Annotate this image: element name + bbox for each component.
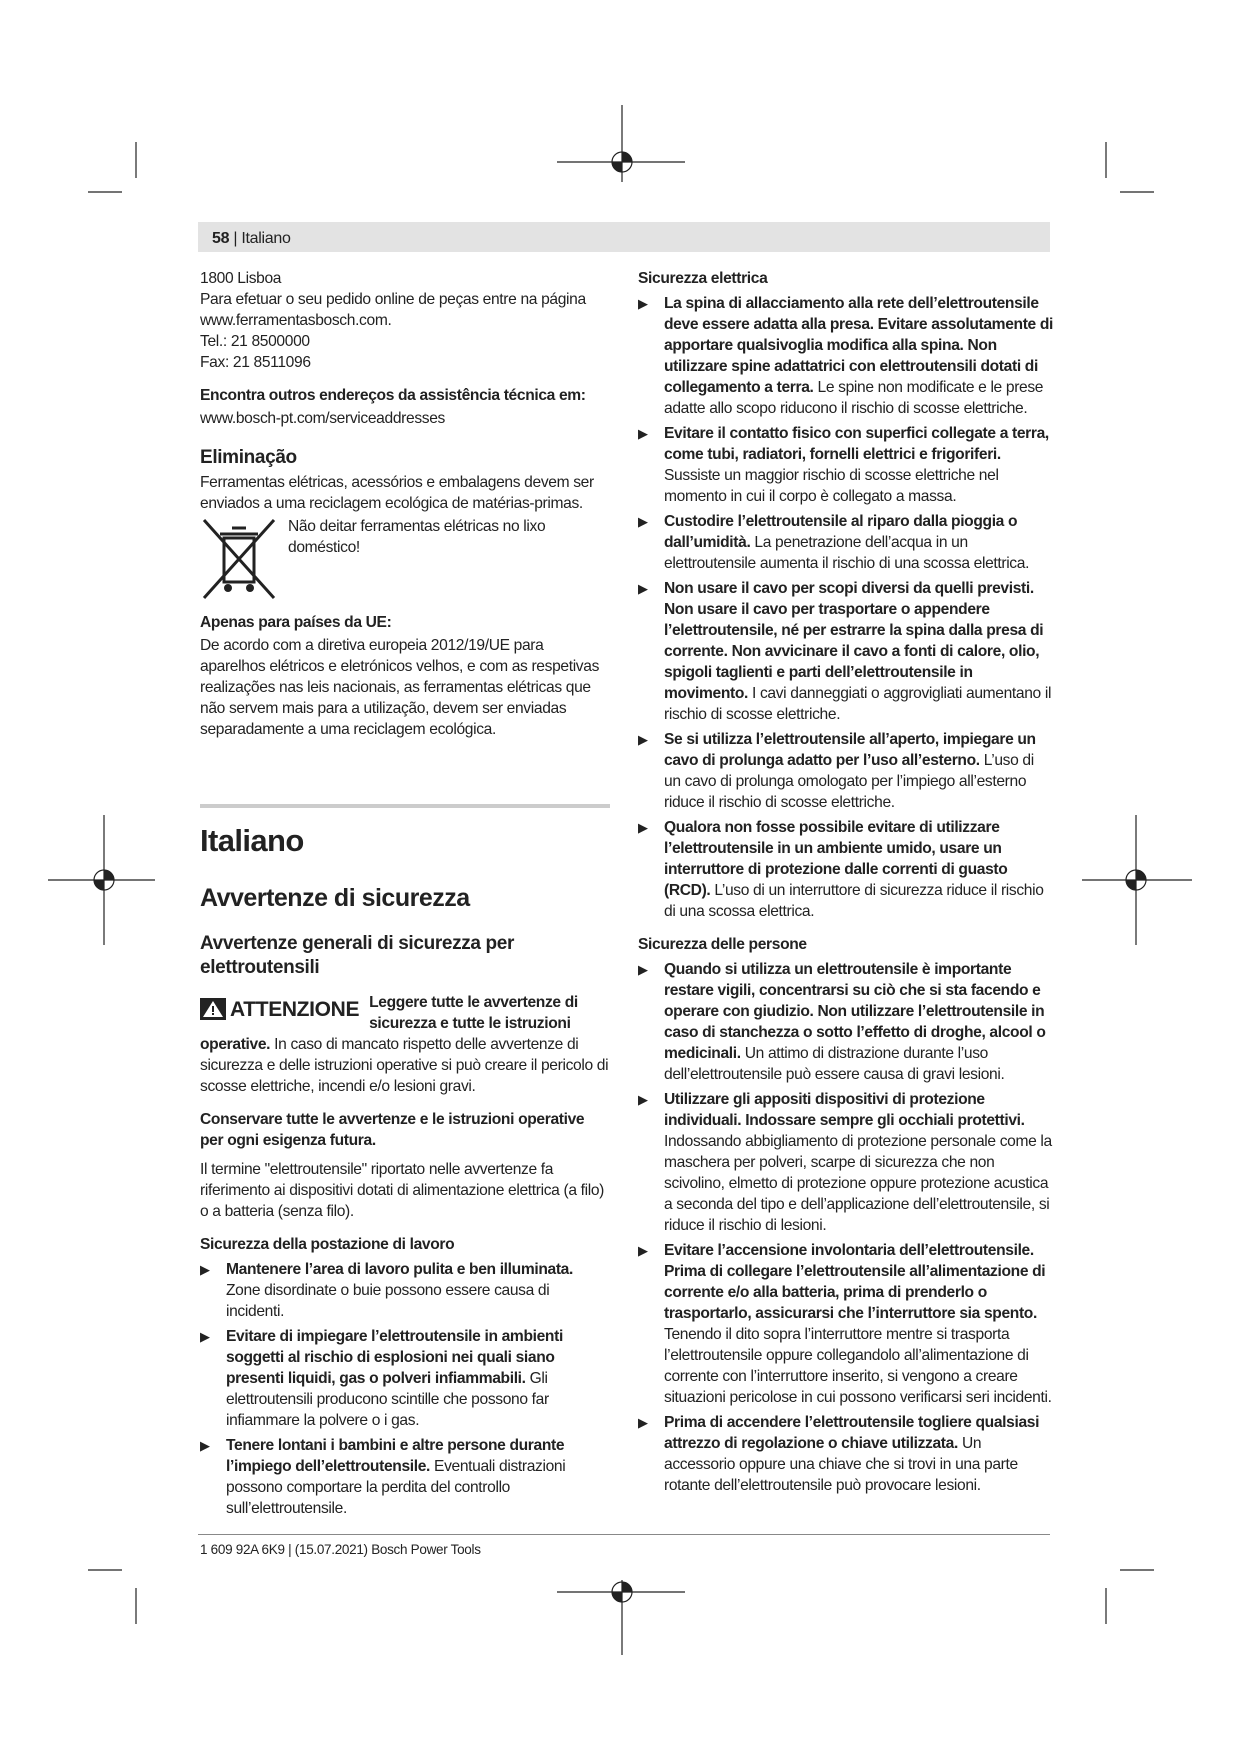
service-addresses-url: www.bosch-pt.com/serviceaddresses (200, 410, 445, 427)
address-block (200, 268, 610, 373)
safety-title: Avvertenze di sicurezza (200, 884, 470, 912)
list-item-text: Indossando abbigliamento di protezione personale come la maschera per polveri, scarpe di sicurezza che non scivolino, elmetto di protezione oppure protezione acustica a seconda del tipo e dell’applicazione dell’elettroutensile, si riduce il rischio di lesioni. (664, 1133, 1052, 1234)
list-item (638, 817, 1053, 922)
list-item-text: Le spine non modificate e le prese adatte allo scopo riducono il rischio di scosse elettriche. (664, 379, 1044, 417)
crossed-bin-icon (200, 516, 278, 602)
weee-block (200, 516, 610, 604)
list-item-text: La penetrazione dell’acqua in un elettroutensile aumenta il rischio di una scossa elettrica. (664, 534, 1030, 572)
list-item-bold: Qualora non fosse possibile evitare di utilizzare l’elettroutensile in un ambiente umido, usare un interruttore di protezione dalle correnti di guasto (RCD). (664, 819, 1008, 899)
list-item-text: Zone disordinate o buie possono essere causa di incidenti. (226, 1282, 550, 1320)
list-item-text: I cavi danneggiati o aggrovigliati aumentano il rischio di scosse elettriche. (664, 685, 1052, 723)
list-item-bold: Mantenere l’area di lavoro pulita e ben illuminata. (226, 1261, 573, 1278)
warning-label (200, 996, 359, 1022)
list-item-bold: Evitare il contatto fisico con superfici collegate a terra, come tubi, radiatori, fornelli elettrici e frigoriferi. (664, 425, 1049, 463)
list-item-bold: Evitare di impiegare l’elettroutensile in ambienti soggetti al rischio di esplosioni nei quali siano presenti liquidi, gas o polveri infiammabili. (226, 1328, 563, 1387)
list-item-text: Tenendo il dito sopra l’interruttore mentre si trasporta l’elettroutensile oppure collegandolo all’alimentazione di corrente con l’interruttore inserito, si vengono a creare situazioni pericolose in cui possono verificarsi seri incidenti. (664, 1326, 1052, 1406)
list-item (200, 1435, 610, 1519)
list-item-bold: Se si utilizza l’elettroutensile all’aperto, impiegare un cavo di prolunga adatto per l’uso all’esterno. (664, 731, 1036, 769)
list-item (638, 1412, 1053, 1496)
list-item-bold: Prima di accendere l’elettroutensile togliere qualsiasi attrezzo di regolazione o chiave utilizzata. (664, 1414, 1040, 1452)
list-item (638, 959, 1053, 1085)
warning-label-text: ATTENZIONE (230, 997, 360, 1021)
address-line: www.ferramentasbosch.com. (200, 312, 392, 329)
disposal-text: Ferramentas elétricas, acessórios e embalagens devem ser enviados a uma reciclagem ecológica de matérias-primas. (200, 474, 594, 512)
list-item-bold: Quando si utilizza un elettroutensile è importante restare vigili, concentrarsi su ciò che si sta facendo e operare con giudizio. Non utilizzare l’elettroutensile in caso di stanchezza o sotto l’effetto di droghe, alcool o medicinali. (664, 961, 1046, 1062)
list-item-bold: Evitare l’accensione involontaria dell’elettroutensile. Prima di collegare l’elettroutensile all’alimentazione di corrente e/o alla batteria, prima di prenderlo o trasportarlo, assicurarsi che l’interruttore sia spento. (664, 1242, 1046, 1322)
warning-text: In caso di mancato rispetto delle avvertenze di sicurezza e delle istruzioni operative si può creare il pericolo di scosse elettriche, incendi e/o lesioni gravi. (200, 1036, 609, 1095)
electrical-safety-heading: Sicurezza elettrica (638, 270, 768, 287)
page-header-bar (198, 222, 1050, 252)
list-item-text: Gli elettroutensili producono scintille che possono far infiammare la polvere o i gas. (226, 1370, 549, 1429)
section-divider (200, 804, 610, 808)
address-line: Fax: 21 8511096 (200, 354, 311, 371)
list-item (200, 1326, 610, 1431)
list-item (638, 423, 1053, 507)
list-item-text: Un accessorio oppure una chiave che si trovi in una parte rotante dell’elettroutensile può provocare lesioni. (664, 1435, 1018, 1494)
page-number: 58 (212, 230, 230, 247)
list-item-bold: La spina di allacciamento alla rete dell’elettroutensile deve essere adatta alla presa. Evitare assolutamente di apportare qualsivoglia modifica alla spina. Non utilizzare spine adattatrici con elettroutensili dotati di collegamento a terra. (664, 295, 1053, 396)
list-item (638, 511, 1053, 574)
warning-bold-text: Leggere tutte le avvertenze di sicurezza e tutte le istruzioni operative. (200, 994, 578, 1053)
list-item (638, 578, 1053, 725)
address-line: 1800 Lisboa (200, 270, 282, 287)
list-item (638, 1089, 1053, 1236)
list-item-text: L’uso di un cavo di prolunga omologato per l’impiego all’esterno riduce il rischio di scosse elettriche. (664, 752, 1034, 811)
list-item (638, 293, 1053, 419)
list-item (638, 729, 1053, 813)
persons-safety-heading: Sicurezza delle persone (638, 936, 807, 953)
page-footer: 1 609 92A 6K9 | (15.07.2021) Bosch Power Tools (200, 1542, 481, 1557)
footer-rule (198, 1534, 1050, 1535)
list-item (638, 1240, 1053, 1408)
header-language: Italiano (241, 230, 291, 247)
list-item-text: Sussiste un maggior rischio di scosse elettriche nel momento in cui il corpo è collegato a massa. (664, 467, 999, 505)
eu-heading: Apenas para países da UE: (200, 614, 392, 631)
more-addresses-heading: Encontra outros endereços da assistência técnica em: (200, 387, 586, 404)
disposal-heading: Eliminação (200, 447, 297, 468)
header-separator: | (233, 230, 238, 247)
list-item-bold: Utilizzare gli appositi dispositivi di protezione individuali. Indossare sempre gli occhiali protettivi. (664, 1091, 1025, 1129)
general-safety-title: Avvertenze generali di sicurezza per elettroutensili (200, 933, 515, 978)
weee-text: Não deitar ferramentas elétricas no lixo doméstico! (288, 518, 546, 556)
list-item-text: Un attimo di distrazione durante l’uso dell’elettroutensile può essere causa di gravi lesioni. (664, 1045, 1005, 1083)
keep-instructions-text: Conservare tutte le avvertenze e le istruzioni operative per ogni esigenza futura. (200, 1111, 585, 1149)
list-item-bold: Tenere lontani i bambini e altre persone durante l’impiego dell’elettroutensile. (226, 1437, 565, 1475)
list-item-bold: Custodire l’elettroutensile al riparo dalla pioggia o dall’umidità. (664, 513, 1018, 551)
list-item (200, 1259, 610, 1322)
term-definition-text: Il termine "elettroutensile" riportato nelle avvertenze fa riferimento ai dispositivi dotati di alimentazione elettrica (a filo) o a batteria (senza filo). (200, 1161, 605, 1220)
list-item-text: Eventuali distrazioni possono comportare la perdita del controllo sull’elettroutensile. (226, 1458, 566, 1517)
workplace-heading: Sicurezza della postazione di lavoro (200, 1236, 455, 1253)
eu-text: De acordo com a diretiva europeia 2012/19/UE para aparelhos elétricos e eletrónicos velhos, e com as respetivas realizações nas leis nacionais, as ferramentas elétricas que não servem mais para a utilização, devem ser enviadas separadamente a uma reciclagem ecológica. (200, 637, 600, 738)
language-section-title: Italiano (200, 823, 304, 858)
warning-block (200, 992, 610, 1097)
list-item-bold: Non usare il cavo per scopi diversi da quelli previsti. Non usare il cavo per trasportare o appendere l’elettroutensile, né per estrarre la spina dalla presa di corrente. Non avvicinare il cavo a fonti di calore, olio, spigoli taglienti e parti dell’elettroutensile in movimento. (664, 580, 1044, 702)
address-line: Tel.: 21 8500000 (200, 333, 310, 350)
left-column (200, 268, 610, 1519)
warning-triangle-icon (200, 998, 226, 1020)
address-line: Para efetuar o seu pedido online de peças entre na página (200, 291, 586, 308)
right-column (638, 268, 1053, 1496)
page-header (212, 230, 291, 248)
list-item-text: L’uso di un interruttore di sicurezza riduce il rischio di una scossa elettrica. (664, 882, 1044, 920)
